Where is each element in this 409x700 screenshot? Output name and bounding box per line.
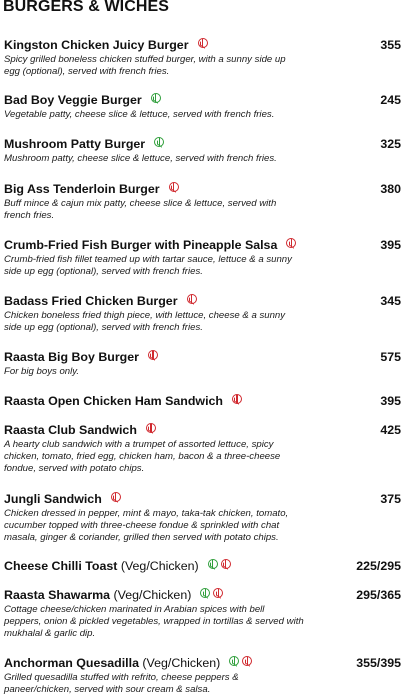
menu-item bbox=[4, 557, 401, 575]
diet-icons bbox=[187, 290, 200, 308]
menu-item-header bbox=[4, 91, 401, 109]
menu-item-header bbox=[4, 36, 401, 54]
diet-icons bbox=[148, 346, 161, 364]
menu-item-description: Chicken boneless fried thigh piece, with lettuce, cheese & a sunny side up egg (optional), served with french fries. bbox=[4, 310, 286, 333]
menu-item-name: Badass Fried Chicken Burger bbox=[4, 294, 178, 308]
menu-item-name: Kingston Chicken Juicy Burger bbox=[4, 38, 189, 52]
diet-icons bbox=[154, 133, 167, 151]
menu-item-header bbox=[4, 348, 401, 366]
menu-item-price: 345 bbox=[380, 294, 401, 308]
menu-item-price: 575 bbox=[380, 350, 401, 364]
menu-item-name: Raasta Club Sandwich bbox=[4, 423, 137, 437]
menu-item-name: Jungli Sandwich bbox=[4, 492, 102, 506]
menu-item bbox=[4, 654, 401, 696]
non-veg-icon bbox=[213, 588, 223, 598]
diet-icons bbox=[169, 178, 182, 196]
menu-item-price: 395 bbox=[380, 394, 401, 408]
menu-item-price: 295/365 bbox=[356, 588, 401, 602]
diet-icons bbox=[232, 390, 245, 408]
menu-item-description: Cottage cheese/chicken marinated in Arabian spices with bell peppers, onion & pickled vegetables, wrapped in tortillas & served with mukhalal & garlic dip. bbox=[4, 604, 304, 639]
menu-item-name: Raasta Shawarma bbox=[4, 588, 111, 602]
menu-item-description: Grilled quesadilla stuffed with refrito, cheese peppers & paneer/chicken, served with sour cream & salsa. bbox=[4, 672, 239, 695]
menu-item-name: Mushroom Patty Burger bbox=[4, 137, 146, 151]
non-veg-icon bbox=[242, 656, 252, 666]
veg-icon bbox=[151, 93, 161, 103]
non-veg-icon bbox=[286, 238, 296, 248]
diet-icons bbox=[146, 419, 159, 437]
menu-item-name: Anchorman Quesadilla bbox=[4, 656, 139, 670]
menu-item-name: Raasta Open Chicken Ham Sandwich bbox=[4, 394, 223, 408]
menu-item-price: 355 bbox=[380, 38, 401, 52]
menu-item-header bbox=[4, 557, 401, 575]
menu-item bbox=[4, 490, 401, 544]
menu-item-name: Raasta Big Boy Burger bbox=[4, 350, 139, 364]
menu-item-description: Buff mince & cajun mix patty, cheese slice & lettuce, served with french fries. bbox=[4, 198, 277, 221]
menu-item-header bbox=[4, 180, 401, 198]
diet-icons bbox=[198, 34, 211, 52]
menu-item-header bbox=[4, 292, 401, 310]
menu-item bbox=[4, 91, 401, 121]
menu-item bbox=[4, 292, 401, 334]
veg-icon bbox=[208, 559, 218, 569]
menu-item bbox=[4, 348, 401, 378]
menu-item-variant: (Veg/Chicken) bbox=[110, 588, 192, 602]
diet-icons bbox=[200, 584, 226, 602]
menu-item-description: Crumb-fried fish fillet teamed up with tartar sauce, lettuce & a sunny side up egg (optional), served with french fries. bbox=[4, 254, 292, 277]
menu-item-price: 355/395 bbox=[356, 656, 401, 670]
menu-item-header bbox=[4, 236, 401, 254]
non-veg-icon bbox=[232, 394, 242, 404]
menu-item-name: Bad Boy Veggie Burger bbox=[4, 93, 142, 107]
non-veg-icon bbox=[146, 423, 156, 433]
non-veg-icon bbox=[148, 350, 158, 360]
diet-icons bbox=[111, 488, 124, 506]
menu-item-header bbox=[4, 392, 401, 410]
menu-item-price: 225/295 bbox=[356, 559, 401, 573]
diet-icons bbox=[286, 234, 299, 252]
menu-item bbox=[4, 392, 401, 410]
menu-item-name: Crumb-Fried Fish Burger with Pineapple Salsa bbox=[4, 238, 278, 252]
menu-item-variant: (Veg/Chicken) bbox=[138, 656, 221, 670]
menu-item-description: Chicken dressed in pepper, mint & mayo, taka-tak chicken, tomato, cucumber topped with three-cheese fondue & sprinkled with chat masala, ginger & coriander, grilled then served with potato chips. bbox=[4, 508, 289, 543]
menu-item-description: Spicy grilled boneless chicken stuffed burger, with a sunny side up egg (optional), served with french fries. bbox=[4, 54, 286, 77]
diet-icons bbox=[151, 89, 164, 107]
menu-item-variant: (Veg/Chicken) bbox=[117, 559, 199, 573]
menu-item bbox=[4, 586, 401, 640]
non-veg-icon bbox=[111, 492, 121, 502]
section-title: BURGERS & WICHES bbox=[3, 0, 170, 15]
menu-item-header bbox=[4, 490, 401, 508]
non-veg-icon bbox=[198, 38, 208, 48]
menu-item-price: 375 bbox=[380, 492, 401, 506]
menu-item-header bbox=[4, 421, 401, 439]
menu-item bbox=[4, 180, 401, 222]
menu-item-header bbox=[4, 654, 401, 672]
menu-item bbox=[4, 135, 401, 165]
menu-item-name: Cheese Chilli Toast bbox=[4, 559, 118, 573]
menu-item-description: Mushroom patty, cheese slice & lettuce, served with french fries. bbox=[4, 153, 277, 164]
menu-item-description: Vegetable patty, cheese slice & lettuce, served with french fries. bbox=[4, 109, 275, 120]
menu-item-price: 395 bbox=[380, 238, 401, 252]
menu-item-price: 325 bbox=[380, 137, 401, 151]
menu-item-name: Big Ass Tenderloin Burger bbox=[4, 182, 160, 196]
menu-item-price: 245 bbox=[380, 93, 401, 107]
menu-item-description: A hearty club sandwich with a trumpet of assorted lettuce, spicy chicken, tomato, fried egg, chicken ham, bacon & a three-cheese fondue, served with potato chips. bbox=[4, 439, 281, 474]
menu-item-price: 380 bbox=[380, 182, 401, 196]
menu-item bbox=[4, 236, 401, 278]
non-veg-icon bbox=[169, 182, 179, 192]
non-veg-icon bbox=[187, 294, 197, 304]
non-veg-icon bbox=[221, 559, 231, 569]
veg-icon bbox=[154, 137, 164, 147]
menu-item-header bbox=[4, 586, 401, 604]
menu-item-header bbox=[4, 135, 401, 153]
veg-icon bbox=[200, 588, 210, 598]
menu-item bbox=[4, 421, 401, 475]
veg-icon bbox=[229, 656, 239, 666]
menu-item-price: 425 bbox=[380, 423, 401, 437]
menu-item-description: For big boys only. bbox=[4, 366, 80, 377]
menu-item bbox=[4, 36, 401, 78]
diet-icons bbox=[229, 652, 255, 670]
diet-icons bbox=[208, 555, 234, 573]
